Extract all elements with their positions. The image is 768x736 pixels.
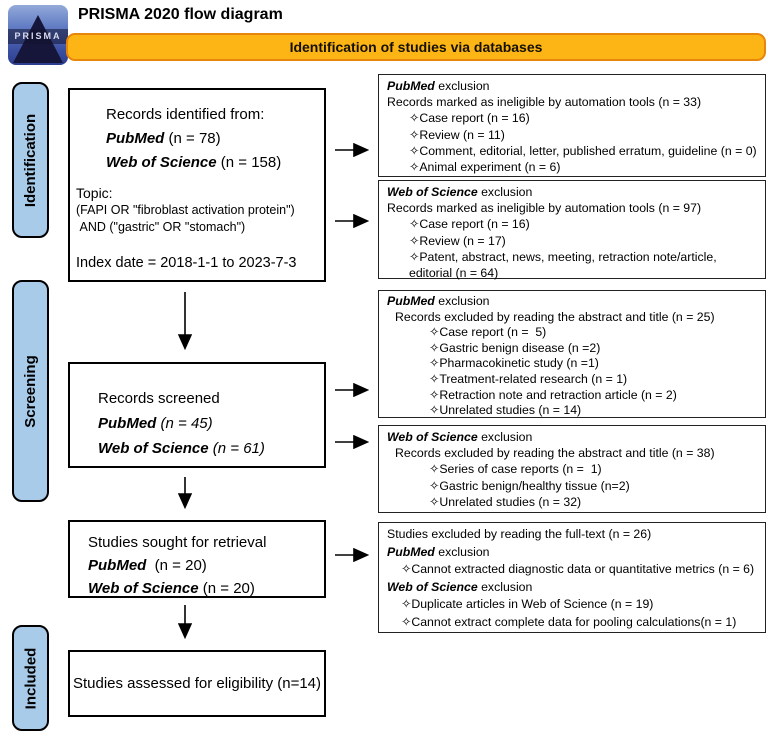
exclusion-item: ✧Review (n = 17): [409, 233, 506, 248]
exclusion-item: ✧Duplicate articles in Web of Science (n = 19): [401, 597, 654, 612]
diamond-bullet-icon: ✧: [409, 127, 420, 142]
index-date-line: Index date = 2018-1-1 to 2023-7-3: [76, 255, 297, 271]
retrieval-title: Studies sought for retrieval: [88, 534, 267, 551]
diamond-bullet-icon: ✧: [409, 217, 420, 232]
topic-query-line1: (FAPI OR "fibroblast activation protein"): [76, 203, 295, 217]
exclusion-item: ✧Animal experiment (n = 6): [409, 160, 561, 175]
exclusion-item: ✧Gastric benign/healthy tissue (n=2): [429, 478, 630, 493]
exclusion-item: ✧Retraction note and retraction article (n = 2): [429, 387, 677, 402]
records-identified-title: Records identified from:: [106, 106, 265, 123]
box-pubmed-exclusion-automation: [378, 74, 766, 177]
diamond-bullet-icon: ✧: [401, 597, 412, 612]
diamond-bullet-icon: ✧: [429, 387, 440, 402]
stage-label-included: [12, 625, 49, 731]
box-studies-sought-retrieval: [68, 520, 326, 598]
diamond-bullet-icon: ✧: [429, 478, 440, 493]
diamond-bullet-icon: ✧: [429, 356, 440, 371]
page-title: PRISMA 2020 flow diagram: [78, 6, 283, 23]
diamond-bullet-icon: ✧: [409, 143, 420, 158]
banner-identification-of-studies: Identification of studies via databases: [66, 33, 766, 61]
diamond-bullet-icon: ✧: [429, 462, 440, 477]
stage-label-text: Included: [22, 647, 40, 709]
exclusion-item: ✧Case report (n = 5): [429, 325, 547, 340]
exclusion-item: ✧Cannot extracted diagnostic data or quantitative metrics (n = 6): [401, 562, 755, 577]
exclusion-item: ✧Pharmacokinetic study (n =1): [429, 356, 599, 371]
exclusion-item: ✧Gastric benign disease (n =2): [429, 340, 601, 355]
box-wos-exclusion-abstract: [378, 425, 766, 513]
exclusion-title: Web of Science exclusion: [387, 185, 533, 199]
box-records-screened: [68, 362, 326, 468]
box-studies-assessed-eligibility: [68, 650, 326, 717]
fulltext-title: Studies excluded by reading the full-text (n = 26): [387, 527, 652, 541]
box-fulltext-exclusion: [378, 522, 766, 633]
assessed-title: Studies assessed for eligibility (n=14): [72, 675, 322, 692]
diamond-bullet-icon: ✧: [409, 249, 420, 264]
diamond-bullet-icon: ✧: [429, 325, 440, 340]
diamond-bullet-icon: ✧: [429, 494, 440, 509]
exclusion-item: ✧Review (n = 11): [409, 127, 505, 142]
exclusion-item: ✧Unrelated studies (n = 32): [429, 494, 582, 509]
records-identified-pubmed: PubMed (n = 78): [106, 130, 221, 147]
retrieval-wos: Web of Science (n = 20): [88, 580, 255, 597]
stage-label-text: Identification: [22, 113, 39, 207]
exclusion-title: Web of Science exclusion: [387, 430, 533, 444]
exclusion-item: ✧Cannot extract complete data for pooling calculations(n = 1): [401, 614, 737, 629]
exclusion-item: ✧Case report (n = 16): [409, 217, 530, 232]
prisma-logo: [8, 5, 68, 65]
diamond-bullet-icon: ✧: [409, 111, 420, 126]
topic-label: Topic:: [76, 185, 113, 201]
box-records-identified: [68, 88, 326, 282]
stage-label-screening: [12, 280, 49, 502]
records-identified-wos: Web of Science (n = 158): [106, 154, 282, 171]
exclusion-item: ✧Patent, abstract, news, meeting, retraction note/article, editorial (n = 64): [409, 249, 721, 281]
prisma-logo-text: PRISMA: [8, 29, 68, 44]
exclusion-subtitle: Records excluded by reading the abstract and title (n = 38): [395, 446, 715, 461]
exclusion-title: PubMed exclusion: [387, 294, 490, 308]
fulltext-wos-title: Web of Science exclusion: [387, 579, 533, 594]
exclusion-item: ✧Case report (n = 16): [409, 111, 530, 126]
fulltext-pubmed-title: PubMed exclusion: [387, 544, 490, 559]
exclusion-item: ✧Comment, editorial, letter, published erratum, guideline (n = 0): [409, 143, 757, 158]
diamond-bullet-icon: ✧: [401, 614, 412, 629]
records-screened-pubmed: PubMed (n = 45): [98, 415, 213, 432]
box-pubmed-exclusion-abstract: [378, 290, 766, 418]
records-screened-title: Records screened: [98, 390, 220, 407]
exclusion-item: ✧Unrelated studies (n = 14): [429, 403, 582, 418]
diamond-bullet-icon: ✧: [429, 371, 440, 386]
exclusion-subtitle: Records marked as ineligible by automation tools (n = 33): [387, 95, 702, 110]
box-wos-exclusion-automation: [378, 180, 766, 279]
diamond-bullet-icon: ✧: [429, 403, 440, 418]
diamond-bullet-icon: ✧: [401, 562, 412, 577]
exclusion-item: ✧Treatment-related research (n = 1): [429, 371, 628, 386]
exclusion-item: ✧Series of case reports (n = 1): [429, 462, 602, 477]
stage-label-identification: [12, 82, 49, 238]
records-screened-wos: Web of Science (n = 61): [98, 440, 265, 457]
stage-label-text: Screening: [22, 354, 39, 428]
retrieval-pubmed: PubMed (n = 20): [88, 557, 207, 574]
exclusion-title: PubMed exclusion: [387, 79, 490, 93]
diamond-bullet-icon: ✧: [409, 233, 420, 248]
exclusion-subtitle: Records marked as ineligible by automation tools (n = 97): [387, 201, 702, 216]
diamond-bullet-icon: ✧: [409, 160, 420, 175]
exclusion-subtitle: Records excluded by reading the abstract and title (n = 25): [395, 309, 715, 324]
diamond-bullet-icon: ✧: [429, 340, 440, 355]
topic-query-line2: AND ("gastric" OR "stomach"): [76, 220, 246, 234]
